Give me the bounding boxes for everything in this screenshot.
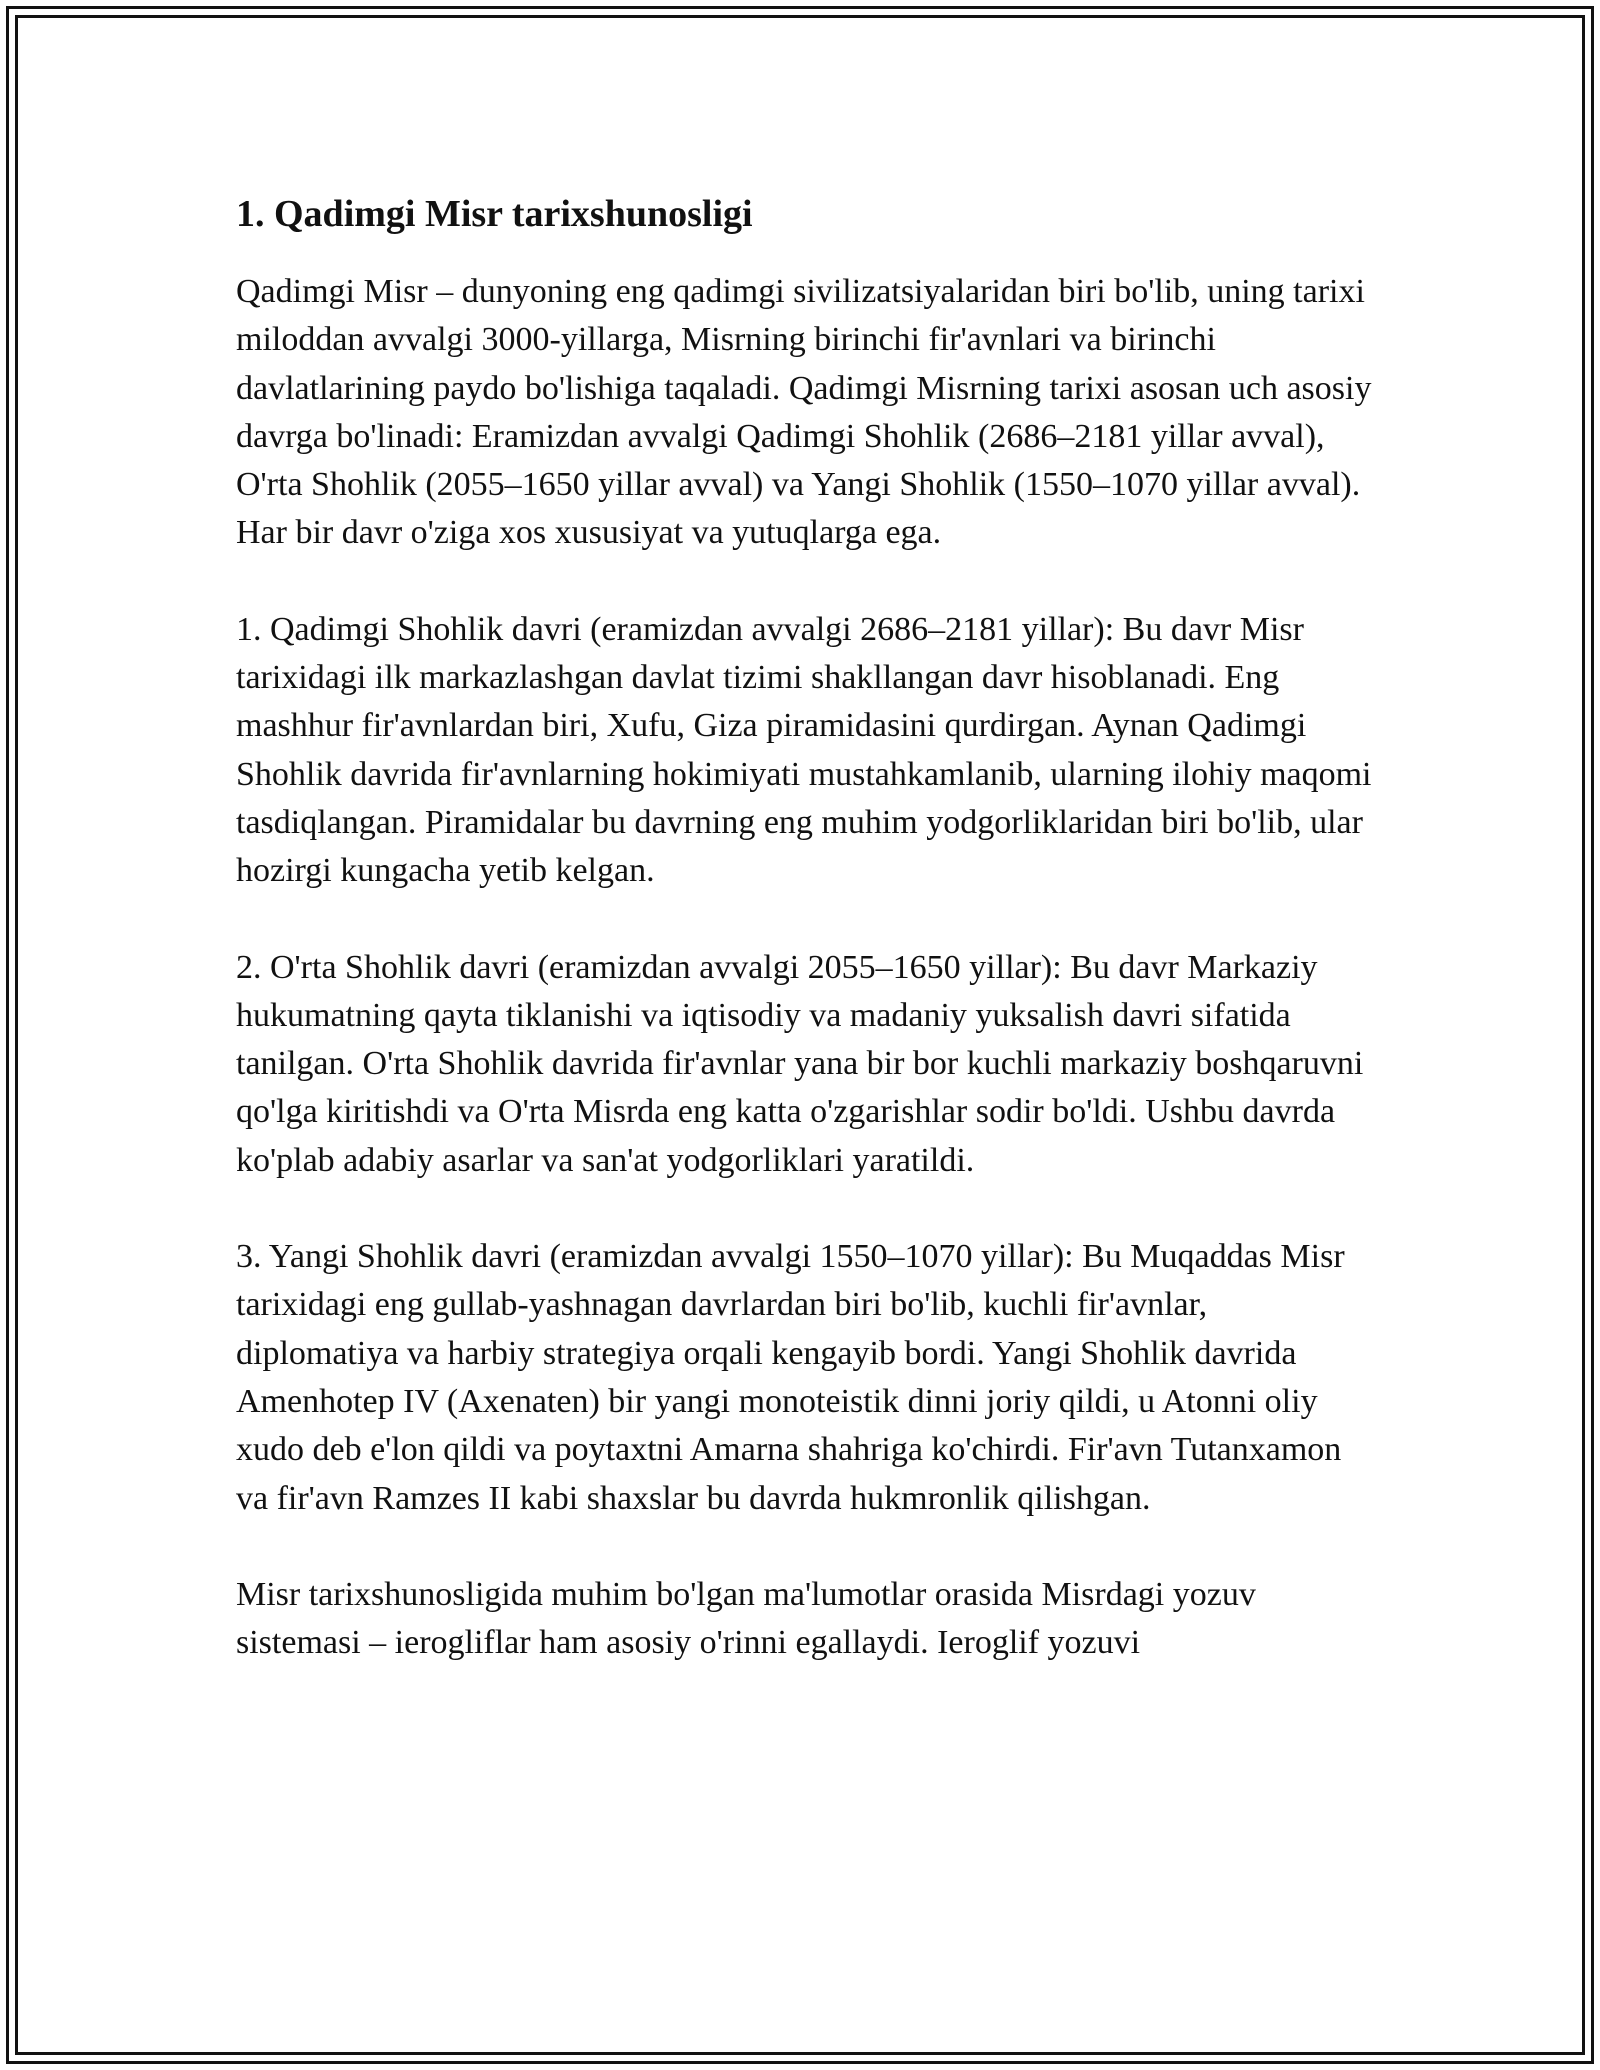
writing-system-paragraph: Misr tarixshunosligida muhim bo'lgan ma'lumotlar orasida Misrdagi yozuv sistemasi – ierogliflar ham asosiy o'rinni egallaydi. Ieroglif yozuvi <box>236 1575 1256 1662</box>
new-kingdom-paragraph: 3. Yangi Shohlik davri (eramizdan avvalgi 1550–1070 yillar): Bu Muqaddas Misr tarixidagi eng gullab-yashnagan davrlardan biri bo'lib, kuchli fir'avnlar, diplomatiya va harbiy strategiya orqali kengayib bordi. Yangi Shohlik davrida Amenhotep IV (Axenaten) bir yangi monoteistik dinni joriy qildi, u Atonni oliy xudo deb e'lon qildi va poytaxtni Amarna shahriga ko'chirdi. Fir'avn Tutanxamon va fir'avn Ramzes II kabi shaxslar bu davrda hukmronlik qilishgan. <box>236 1238 1345 1517</box>
document-body <box>236 190 1376 1667</box>
intro-paragraph: Qadimgi Misr – dunyoning eng qadimgi sivilizatsiyalaridan biri bo'lib, uning tarixi miloddan avvalgi 3000-yillarga, Misrning birinchi fir'avnlari va birinchi davlatlarining paydo bo'lishiga taqaladi. Qadimgi Misrning tarixi asosan uch asosiy davrga bo'linadi: Eramizdan avvalgi Qadimgi Shohlik (2686–2181 yillar avval), O'rta Shohlik (2055–1650 yillar avval) va Yangi Shohlik (1550–1070 yillar avval). Har bir davr o'ziga xos xususiyat va yutuqlarga ega. <box>236 273 1372 552</box>
section-title: 1. Qadimgi Misr tarixshunosligi <box>236 193 753 235</box>
old-kingdom-paragraph: 1. Qadimgi Shohlik davri (eramizdan avvalgi 2686–2181 yillar): Bu davr Misr tarixidagi ilk markazlashgan davlat tizimi shakllangan davr hisoblanadi. Eng mashhur fir'avnlardan biri, Xufu, Giza piramidasini qurdirgan. Aynan Qadimgi Shohlik davrida fir'avnlarning hokimiyati mustahkamlanib, ularning ilohiy maqomi tasdiqlangan. Piramidalar bu davrning eng muhim yodgorliklaridan biri bo'lib, ular hozirgi kungacha yetib kelgan. <box>236 610 1372 890</box>
middle-kingdom-paragraph: 2. O'rta Shohlik davri (eramizdan avvalgi 2055–1650 yillar): Bu davr Markaziy hukumatning qayta tiklanishi va iqtisodiy va madaniy yuksalish davri sifatida tanilgan. O'rta Shohlik davrida fir'avnlar yana bir bor kuchli markaziy boshqaruvni qo'lga kiritishdi va O'rta Misrda eng katta o'zgarishlar sodir bo'ldi. Ushbu davrda ko'plab adabiy asarlar va san'at yodgorliklari yaratildi. <box>236 948 1364 1179</box>
